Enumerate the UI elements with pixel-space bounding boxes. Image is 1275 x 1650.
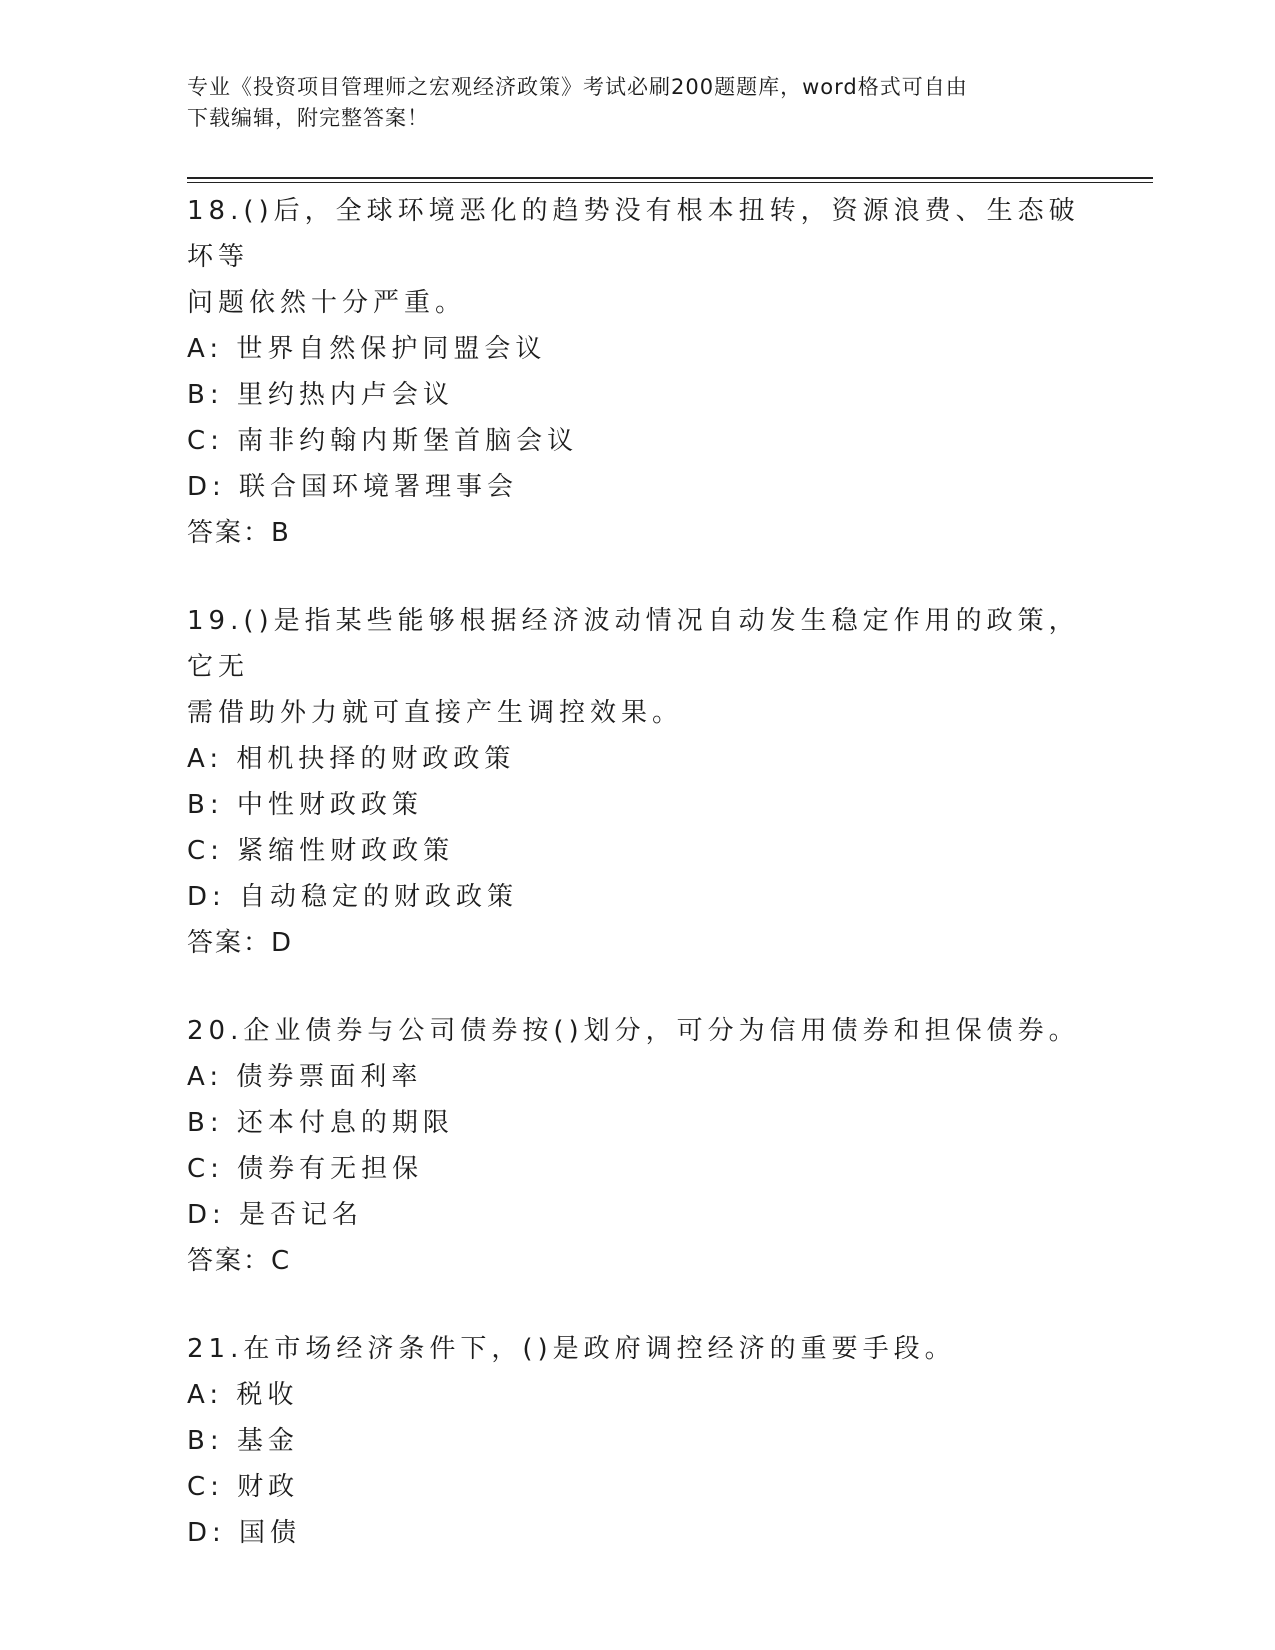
question-21: [187, 1326, 1087, 1556]
answer: 答案：D: [187, 928, 294, 958]
question-stem: 20.企业债券与公司债券按()划分，可分为信用债券和担保债券。: [187, 1016, 1080, 1046]
question-stem: 19.()是指某些能够根据经济波动情况自动发生稳定作用的政策，它无: [187, 606, 1080, 682]
question-stem: 21.在市场经济条件下，()是政府调控经济的重要手段。: [187, 1334, 956, 1364]
question-stem-continued: 问题依然十分严重。: [187, 288, 467, 318]
question-stem: 18.()后，全球环境恶化的趋势没有根本扭转，资源浪费、生态破坏等: [187, 196, 1080, 272]
question-20: [187, 1008, 1087, 1284]
option-d: D: 自动稳定的财政政策: [187, 882, 519, 912]
option-c: C: 财政: [187, 1472, 300, 1502]
question-19: [187, 598, 1087, 966]
document-header: [187, 72, 1087, 134]
question-list: [187, 188, 1087, 1556]
option-a: A: 世界自然保护同盟会议: [187, 334, 547, 364]
option-b: B: 基金: [187, 1426, 299, 1456]
header-line-1: 专业《投资项目管理师之宏观经济政策》考试必刷200题题库，word格式可自由: [187, 75, 968, 99]
answer: 答案：C: [187, 1246, 292, 1276]
option-c: C: 紧缩性财政政策: [187, 836, 455, 866]
option-a: A: 相机抉择的财政政策: [187, 744, 516, 774]
question-18: [187, 188, 1087, 556]
option-b: B: 中性财政政策: [187, 790, 423, 820]
option-a: A: 税收: [187, 1380, 299, 1410]
header-divider-thick: [187, 177, 1153, 179]
option-a: A: 债券票面利率: [187, 1062, 423, 1092]
header-line-2: 下载编辑，附完整答案！: [187, 106, 429, 130]
option-d: D: 国债: [187, 1518, 302, 1548]
option-c: C: 债券有无担保: [187, 1154, 424, 1184]
question-stem-continued: 需借助外力就可直接产生调控效果。: [187, 698, 684, 728]
option-d: D: 是否记名: [187, 1200, 364, 1230]
option-c: C: 南非约翰内斯堡首脑会议: [187, 426, 579, 456]
option-b: B: 还本付息的期限: [187, 1108, 454, 1138]
answer: 答案：B: [187, 518, 291, 548]
header-divider-thin: [187, 182, 1153, 183]
option-d: D: 联合国环境署理事会: [187, 472, 519, 502]
option-b: B: 里约热内卢会议: [187, 380, 454, 410]
